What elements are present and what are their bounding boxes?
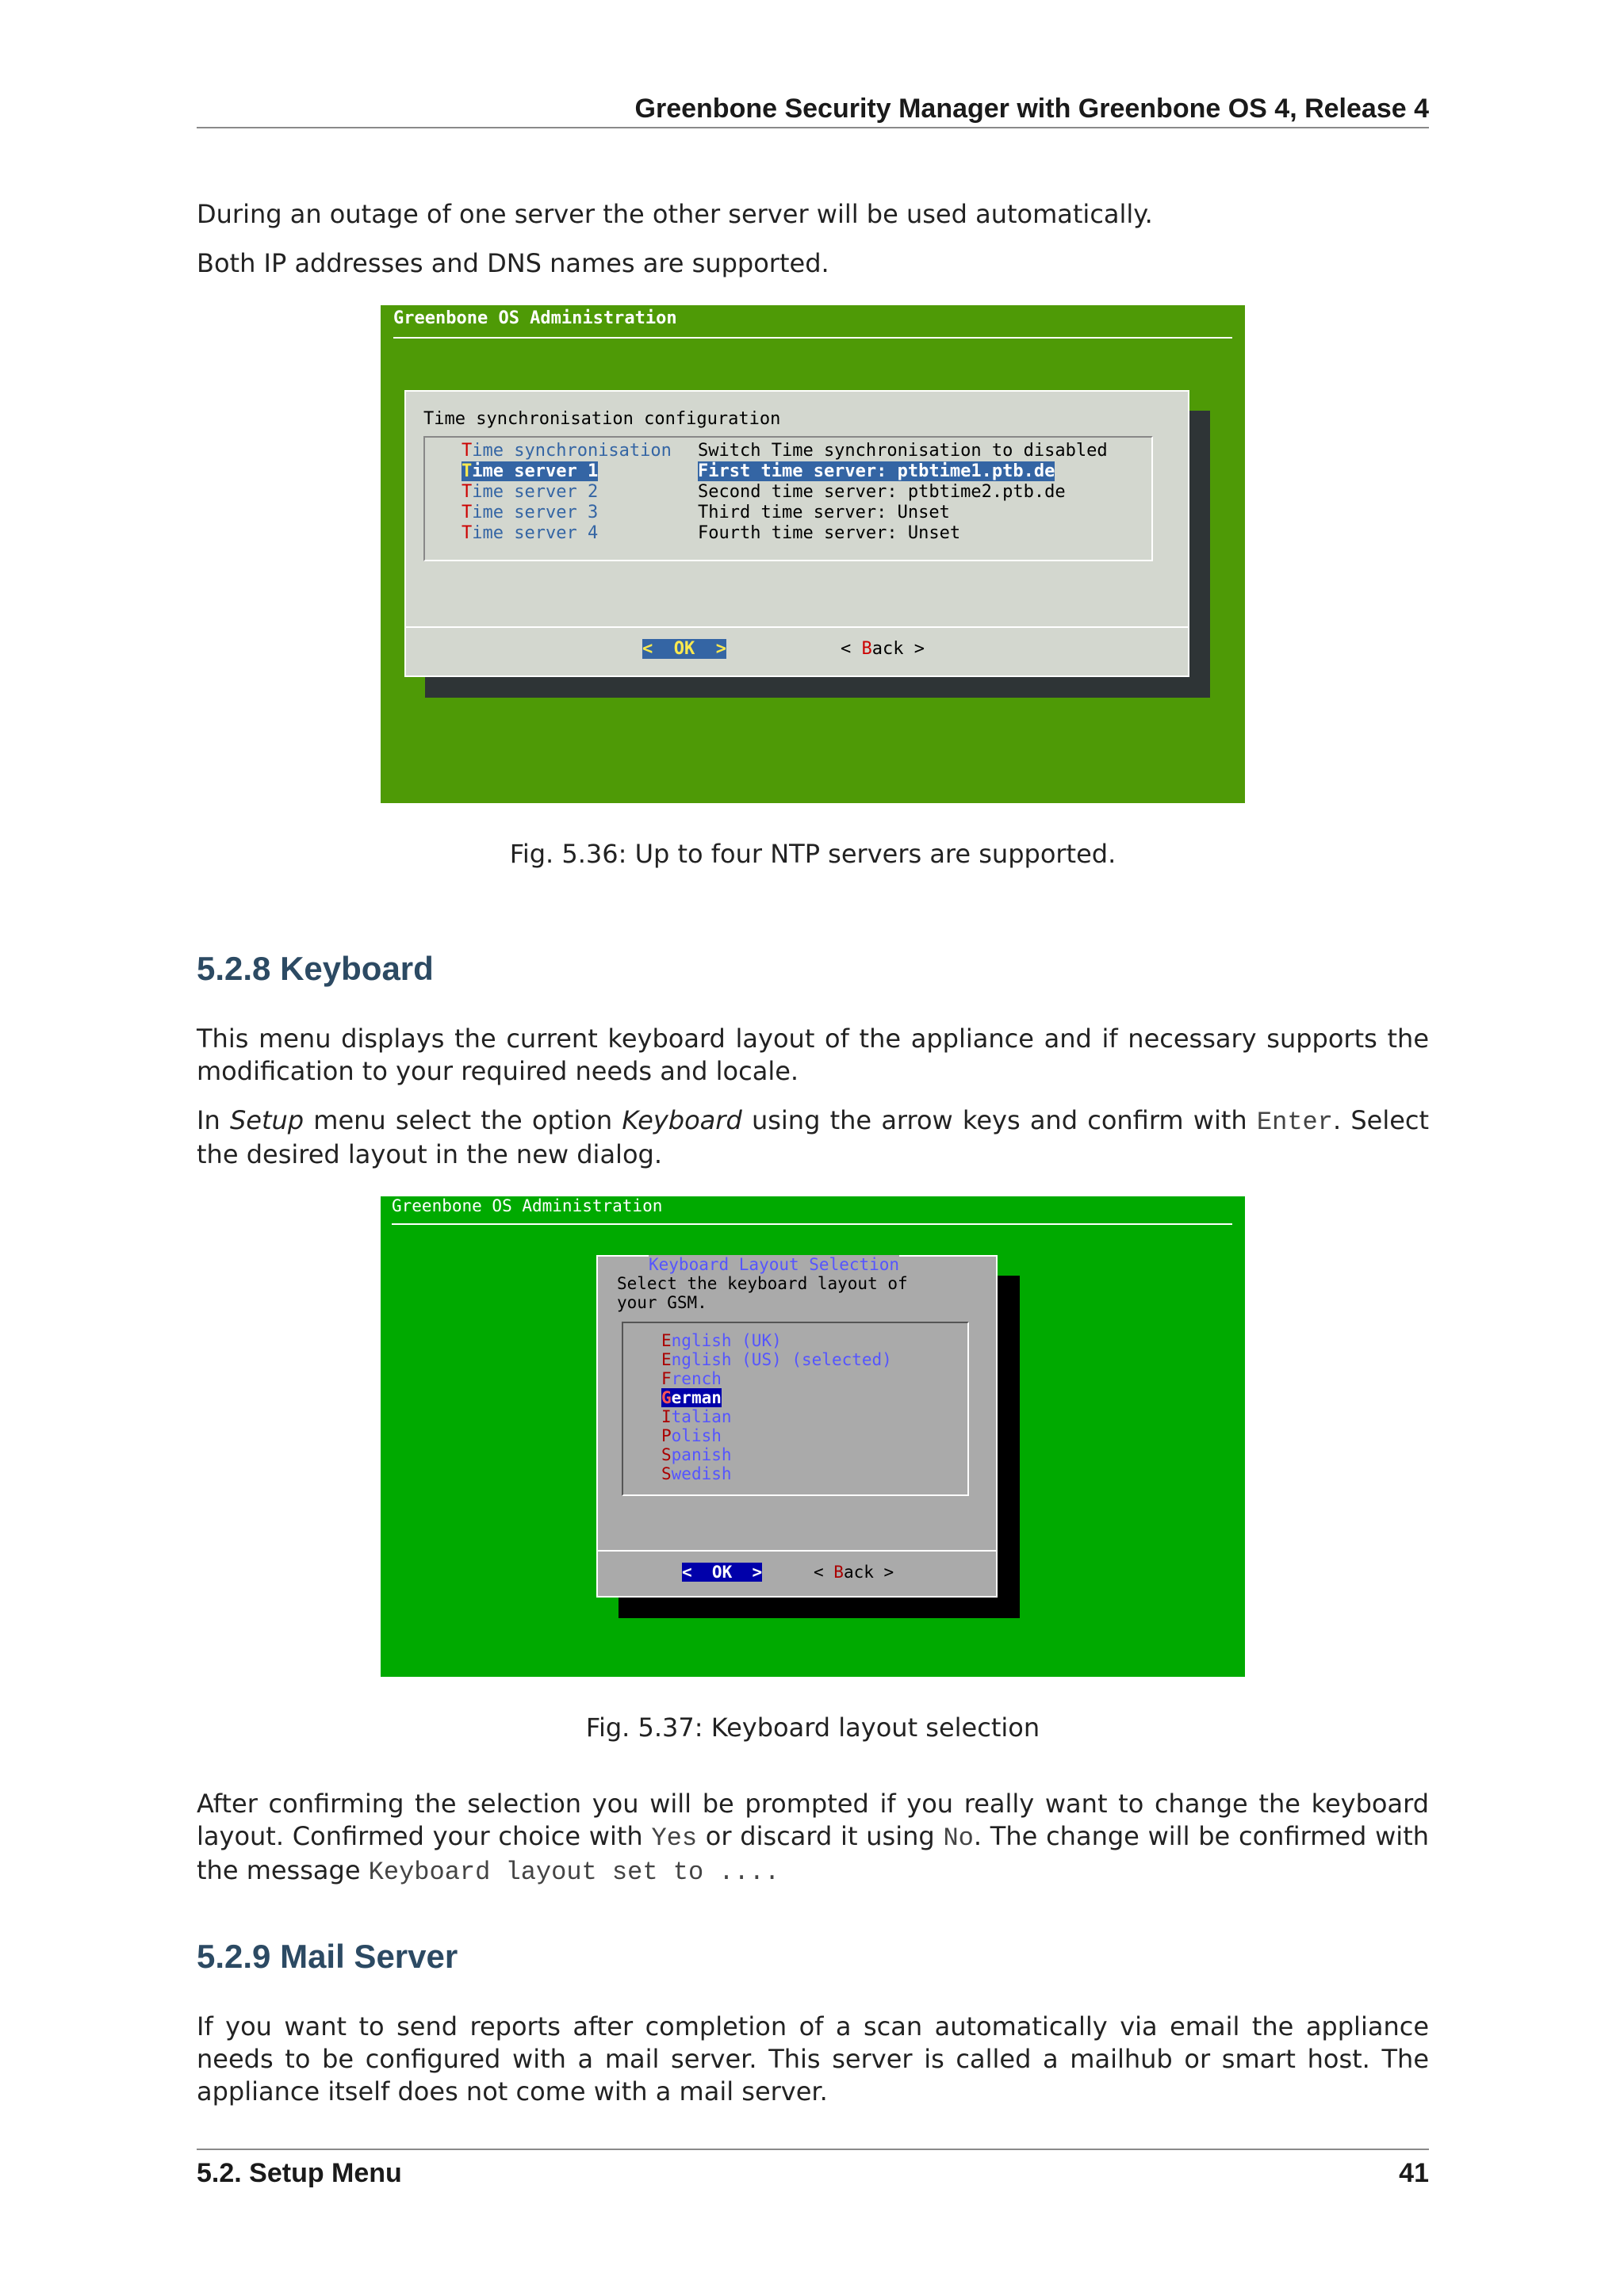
text: or discard it using bbox=[697, 1821, 944, 1851]
hotkey: B bbox=[833, 1563, 844, 1582]
option-label: erman bbox=[671, 1388, 722, 1407]
section-heading-keyboard: 5.2.8 Keyboard bbox=[197, 950, 434, 987]
option-swedish[interactable] bbox=[661, 1464, 732, 1483]
hotkey: T bbox=[462, 441, 473, 461]
ok-button[interactable]: < OK > bbox=[642, 639, 726, 659]
dialog-title: Time synchronisation configuration bbox=[423, 409, 781, 429]
footer-rule bbox=[197, 2149, 1429, 2150]
window-title: Greenbone OS Administration bbox=[393, 308, 677, 328]
menu-item-time-server-3[interactable] bbox=[462, 503, 598, 522]
hotkey: T bbox=[462, 461, 473, 481]
hotkey: T bbox=[462, 523, 473, 543]
hotkey: F bbox=[661, 1369, 672, 1388]
option-french[interactable] bbox=[661, 1369, 722, 1388]
menu-label: ime server 3 bbox=[472, 503, 599, 522]
menu-item-time-server-1-selected[interactable] bbox=[462, 461, 598, 481]
menu-label: ime server 4 bbox=[472, 523, 599, 543]
term-setup: Setup bbox=[229, 1105, 304, 1135]
text: menu select the option bbox=[304, 1105, 622, 1135]
text: . The change will be confirmed with the message bbox=[197, 1821, 1430, 1885]
page-number: 41 bbox=[1399, 2158, 1429, 2188]
hotkey: E bbox=[661, 1350, 672, 1369]
after-selection-paragraph bbox=[197, 1788, 1429, 1888]
menu-label: ime server 1 bbox=[472, 461, 599, 481]
button-rule bbox=[598, 1550, 996, 1552]
mail-server-paragraph: If you want to send reports after completion of a scan automatically via email the appliance needs to be configured with a mail server. This server is called a mailhub or smart host. The appliance itself does not come with a mail server. bbox=[197, 2011, 1429, 2107]
footer-section: 5.2. Setup Menu bbox=[197, 2158, 402, 2188]
keyboard-dialog bbox=[596, 1255, 998, 1598]
option-italian[interactable] bbox=[661, 1407, 732, 1426]
hotkey: G bbox=[661, 1388, 672, 1407]
intro-paragraph-2: Both IP addresses and DNS names are supported. bbox=[197, 248, 829, 278]
dialog-prompt-line-1: Select the keyboard layout of bbox=[617, 1274, 908, 1293]
option-label: wedish bbox=[671, 1464, 732, 1483]
figure-time-sync-screenshot bbox=[381, 305, 1245, 803]
menu-label: ime server 2 bbox=[472, 482, 599, 502]
text: After confirming the selection you will be prompted if you really want to change the keyboard layout. Confirmed your choice with bbox=[197, 1789, 1429, 1851]
hotkey: E bbox=[661, 1331, 672, 1350]
option-label: nglish (UK) bbox=[671, 1331, 782, 1350]
back-button[interactable]: < Back > bbox=[841, 639, 925, 659]
menu-desc: Third time server: Unset bbox=[698, 503, 950, 522]
key-enter: Enter bbox=[1256, 1108, 1333, 1137]
figure-caption-5-37: Fig. 5.37: Keyboard layout selection bbox=[585, 1712, 1040, 1743]
title-rule bbox=[393, 337, 1232, 339]
menu-item-time-server-2[interactable] bbox=[462, 482, 598, 502]
term-keyboard: Keyboard bbox=[622, 1105, 742, 1135]
intro-paragraph-1: During an outage of one server the other server will be used automatically. bbox=[197, 199, 1153, 229]
option-label: panish bbox=[671, 1445, 732, 1464]
dialog-title: Keyboard Layout Selection bbox=[649, 1255, 900, 1274]
button-rule bbox=[406, 626, 1188, 628]
key-yes: Yes bbox=[651, 1823, 698, 1853]
confirmation-message: Keyboard layout set to .... bbox=[368, 1858, 780, 1887]
ok-button[interactable]: < OK > bbox=[682, 1563, 763, 1582]
text: . Select the desired layout in the new dialog. bbox=[197, 1105, 1430, 1169]
option-label: talian bbox=[671, 1407, 732, 1426]
option-label: nglish (US) (selected) bbox=[671, 1350, 892, 1369]
figure-keyboard-screenshot bbox=[381, 1196, 1245, 1677]
hotkey: S bbox=[661, 1445, 672, 1464]
window-title: Greenbone OS Administration bbox=[392, 1196, 663, 1215]
option-german-selected[interactable] bbox=[661, 1388, 722, 1407]
menu-desc: Second time server: ptbtime2.ptb.de bbox=[698, 482, 1066, 502]
running-header: Greenbone Security Manager with Greenbone OS 4, Release 4 bbox=[634, 94, 1429, 124]
text: using the arrow keys and confirm with bbox=[741, 1105, 1257, 1135]
text: In bbox=[197, 1105, 230, 1135]
title-rule bbox=[392, 1223, 1232, 1225]
option-polish[interactable] bbox=[661, 1426, 722, 1445]
menu-item-time-synchronisation[interactable] bbox=[462, 441, 672, 461]
option-label: olish bbox=[671, 1426, 722, 1445]
hotkey: P bbox=[661, 1426, 672, 1445]
menu-desc-selected: First time server: ptbtime1.ptb.de bbox=[698, 461, 1055, 481]
keyboard-paragraph-2 bbox=[197, 1104, 1429, 1171]
option-label: rench bbox=[671, 1369, 722, 1388]
option-spanish[interactable] bbox=[661, 1445, 732, 1464]
menu-desc: Fourth time server: Unset bbox=[698, 523, 961, 543]
hotkey: S bbox=[661, 1464, 672, 1483]
time-sync-dialog bbox=[404, 390, 1189, 677]
menu-label: ime synchronisation bbox=[472, 441, 672, 461]
menu-item-time-server-4[interactable] bbox=[462, 523, 598, 543]
back-button[interactable]: < Back > bbox=[814, 1563, 894, 1582]
section-heading-mail-server: 5.2.9 Mail Server bbox=[197, 1938, 458, 1975]
hotkey: B bbox=[861, 639, 872, 659]
menu-desc: Switch Time synchronisation to disabled bbox=[698, 441, 1108, 461]
keyboard-paragraph-1: This menu displays the current keyboard layout of the appliance and if necessary supports the modification to your required needs and locale. bbox=[197, 1024, 1429, 1086]
header-rule bbox=[197, 127, 1429, 128]
hotkey: I bbox=[661, 1407, 672, 1426]
dialog-prompt-line-2: your GSM. bbox=[617, 1293, 707, 1312]
option-english-uk[interactable] bbox=[661, 1331, 782, 1350]
hotkey: T bbox=[462, 482, 473, 502]
page-footer bbox=[197, 2158, 1429, 2189]
option-english-us[interactable] bbox=[661, 1350, 892, 1369]
hotkey: T bbox=[462, 503, 473, 522]
figure-caption-5-36: Fig. 5.36: Up to four NTP servers are supported. bbox=[509, 839, 1116, 869]
key-no: No bbox=[943, 1823, 974, 1853]
